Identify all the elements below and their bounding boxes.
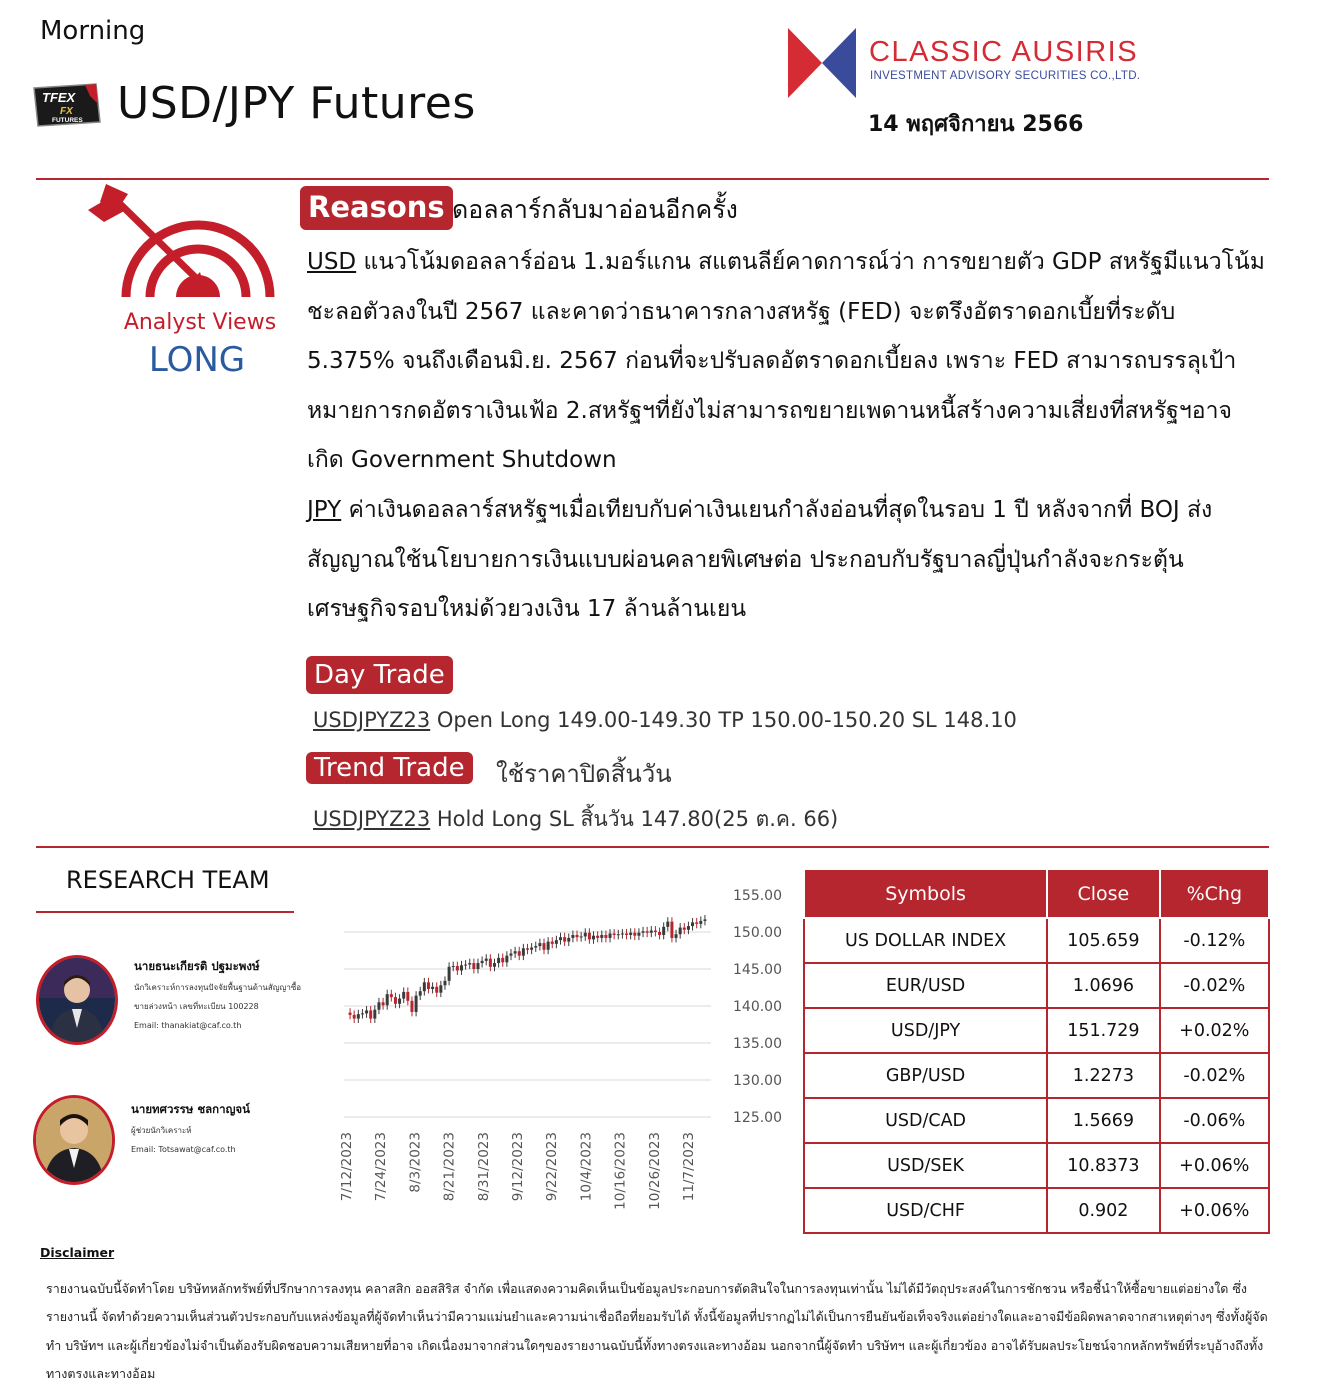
member-info bbox=[134, 978, 301, 1035]
change-cell: -0.12% bbox=[1160, 918, 1269, 963]
candle-body bbox=[435, 987, 438, 993]
disclaimer-title: Disclaimer bbox=[40, 1245, 115, 1260]
candle-body bbox=[629, 933, 632, 935]
candle-body bbox=[357, 1014, 360, 1018]
candle-body bbox=[386, 994, 389, 1005]
column-header: %Chg bbox=[1160, 869, 1269, 918]
table-row bbox=[804, 1098, 1269, 1143]
close-cell: 1.0696 bbox=[1047, 963, 1159, 1008]
candle-body bbox=[534, 946, 537, 947]
candle-body bbox=[662, 927, 665, 935]
candle-body bbox=[609, 933, 612, 937]
candle-body bbox=[365, 1010, 368, 1013]
change-cell: -0.02% bbox=[1160, 963, 1269, 1008]
trend-trade-line bbox=[313, 803, 838, 836]
divider bbox=[36, 846, 1269, 848]
candle-body bbox=[443, 981, 446, 985]
day-trade-text: Open Long 149.00-149.30 TP 150.00-150.20 SL 148.10 bbox=[430, 708, 1017, 732]
target-arrow-icon bbox=[86, 182, 280, 314]
y-tick-label: 140.00 bbox=[733, 999, 782, 1015]
candle-body bbox=[538, 943, 541, 946]
futures-logo-text: FUTURES bbox=[52, 117, 83, 124]
candle-body bbox=[382, 1002, 385, 1005]
table-row bbox=[804, 1053, 1269, 1098]
candle-body bbox=[592, 936, 595, 940]
y-tick-label: 130.00 bbox=[733, 1073, 782, 1089]
reasons-tag: Reasons bbox=[300, 186, 453, 230]
symbol-cell: GBP/USD bbox=[804, 1053, 1047, 1098]
candle-body bbox=[369, 1010, 372, 1018]
candle-body bbox=[526, 948, 529, 949]
candle-body bbox=[415, 996, 418, 1012]
candle-body bbox=[580, 936, 583, 937]
table-row bbox=[804, 1143, 1269, 1188]
candle-body bbox=[493, 963, 496, 967]
member-info bbox=[131, 1121, 236, 1159]
candle-body bbox=[543, 943, 546, 950]
member-role: นักวิเคราะห์การลงทุนปัจจัยพื้นฐานด้านสัญญาซื้อ bbox=[134, 983, 302, 992]
candle-body bbox=[505, 956, 508, 963]
candle-body bbox=[576, 935, 579, 937]
candle-body bbox=[658, 932, 661, 935]
candle-body bbox=[468, 963, 471, 964]
candle-body bbox=[427, 982, 430, 989]
candle-body bbox=[625, 933, 628, 934]
y-tick-label: 125.00 bbox=[733, 1110, 782, 1126]
symbol-cell: EUR/USD bbox=[804, 963, 1047, 1008]
candle-body bbox=[563, 937, 566, 941]
brand-name: CLASSIC AUSIRIS bbox=[869, 36, 1139, 68]
candle-body bbox=[472, 963, 475, 969]
candle-body bbox=[509, 953, 512, 955]
disclaimer-text: รายงานฉบับนี้จัดทำโดย บริษัทหลักทรัพย์ที่ปรึกษาการลงทุน คลาสสิก ออสสิริส จำกัด เพื่อแสดงความคิดเห็นเป็นข้อมูลประกอบการตัดสินใจในการลงทุนเท่านั้น ไม่ได้มีวัตถุประสงค์ในการชักชวน หรือชี้นำให้ซื้อขายแต่อย่างใด ซึ่งรายงานนี้ จัดทำด้วยความเห็นส่วนตัวประกอบกับแหล่งข้อมูลที่ผู้จัดทำเห็นว่ามีความแม่นยำและความน่าเชื่อถือที่ยอมรับได้ ทั้งนี้ข้อมูลที่ปรากฏไม่ได้เป็นการยืนยันข้อเท็จจริงแต่อย่างใดและอาจมีข้อผิดพลาดจากสาเหตุต่างๆ ซึ่งทั้งผู้จัดทำ บริษัทฯ และผู้เกี่ยวข้องไม่จำเป็นต้องรับผิดชอบความเสียหายที่อาจ เกิดเนื่องมาจากส่วนใดๆของรายงานฉบับนี้ทั้งทางตรงและทางอ้อม นอกจากนี้ผู้จัดทำ บริษัทฯ และผู้เกี่ยวข้อง อาจได้รับผลประโยชน์จากหลักทรัพย์ที่ระบุอ้างถึงทั้งทางตรงและทางอ้อม bbox=[46, 1281, 1268, 1381]
candle-body bbox=[402, 992, 405, 999]
candle-body bbox=[361, 1013, 364, 1014]
member-role: ผู้ช่วยนักวิเคราะห์ bbox=[131, 1126, 192, 1135]
x-tick-label: 10/4/2023 bbox=[578, 1132, 595, 1202]
brand-subtitle: INVESTMENT ADVISORY SECURITIES CO.,LTD. bbox=[870, 70, 1141, 82]
member-license: ขายล่วงหน้า เลขที่ทะเบียน 100228 bbox=[134, 1002, 259, 1011]
candle-body bbox=[699, 921, 702, 924]
y-tick-label: 145.00 bbox=[733, 962, 782, 978]
candle-body bbox=[373, 1010, 376, 1019]
table-row bbox=[804, 1188, 1269, 1233]
page-title: USD/JPY Futures bbox=[117, 78, 476, 129]
candle-body bbox=[460, 965, 463, 970]
close-cell: 1.2273 bbox=[1047, 1053, 1159, 1098]
candle-body bbox=[419, 991, 422, 995]
candle-body bbox=[522, 948, 525, 955]
candle-body bbox=[518, 951, 521, 955]
candle-body bbox=[485, 959, 488, 961]
x-tick-label: 10/16/2023 bbox=[612, 1132, 629, 1210]
candle-body bbox=[621, 933, 624, 934]
candle-body bbox=[456, 966, 459, 970]
candle-body bbox=[448, 967, 451, 981]
trend-trade-tag: Trend Trade bbox=[306, 752, 473, 784]
reasons-headline: ดอลลาร์กลับมาอ่อนอีกครั้ง bbox=[452, 195, 738, 224]
candle-body bbox=[584, 933, 587, 937]
candle-body bbox=[683, 928, 686, 930]
candle-body bbox=[501, 958, 504, 962]
close-cell: 1.5669 bbox=[1047, 1098, 1159, 1143]
candle-body bbox=[410, 1001, 413, 1012]
y-tick-label: 135.00 bbox=[733, 1036, 782, 1052]
candle-body bbox=[675, 934, 678, 938]
x-tick-label: 8/31/2023 bbox=[475, 1132, 492, 1202]
analyst-views-label: Analyst Views bbox=[123, 310, 277, 335]
jpy-paragraph bbox=[307, 486, 1267, 635]
candle-body bbox=[642, 931, 645, 932]
avatar bbox=[36, 955, 118, 1045]
candle-body bbox=[637, 933, 640, 936]
candle-body bbox=[464, 965, 467, 966]
jpy-label: JPY bbox=[307, 496, 342, 523]
candle-body bbox=[476, 963, 479, 969]
person-photo-icon bbox=[36, 1098, 112, 1182]
candle-body bbox=[431, 987, 434, 989]
change-cell: -0.06% bbox=[1160, 1098, 1269, 1143]
table-row bbox=[804, 963, 1269, 1008]
symbol-cell: USD/SEK bbox=[804, 1143, 1047, 1188]
change-cell: +0.02% bbox=[1160, 1008, 1269, 1053]
candle-body bbox=[514, 951, 517, 953]
candle-body bbox=[551, 942, 554, 944]
candle-body bbox=[481, 961, 484, 963]
candle-body bbox=[646, 931, 649, 932]
symbol-cell: US DOLLAR INDEX bbox=[804, 918, 1047, 963]
change-cell: +0.06% bbox=[1160, 1143, 1269, 1188]
candle-body bbox=[670, 922, 673, 938]
candle-body bbox=[555, 940, 558, 944]
x-tick-label: 7/12/2023 bbox=[339, 1132, 355, 1202]
divider bbox=[36, 911, 294, 913]
member-name: นายธนะเกียรติ ปฐมะพงษ์ bbox=[134, 959, 260, 973]
x-tick-label: 10/26/2023 bbox=[646, 1132, 663, 1210]
table-row bbox=[804, 918, 1269, 963]
person-photo-icon bbox=[39, 958, 115, 1042]
candle-body bbox=[377, 1002, 380, 1009]
candle-body bbox=[666, 922, 669, 927]
table-row bbox=[804, 1008, 1269, 1053]
candle-body bbox=[547, 942, 550, 950]
classic-ausiris-logo-mark bbox=[786, 26, 858, 100]
trend-trade-text: Hold Long SL สิ้นวัน 147.80(25 ต.ค. 66) bbox=[430, 807, 839, 831]
member-email: Email: Totsawat@caf.co.th bbox=[131, 1145, 236, 1154]
candle-body bbox=[390, 994, 393, 997]
candle-body bbox=[703, 919, 706, 920]
close-cell: 105.659 bbox=[1047, 918, 1159, 963]
analyst-stance: LONG bbox=[148, 340, 246, 380]
candle-body bbox=[687, 926, 690, 930]
avatar bbox=[33, 1095, 115, 1185]
trend-trade-headline: ใช้ราคาปิดสิ้นวัน bbox=[496, 760, 672, 788]
candle-body bbox=[394, 997, 397, 1004]
candle-body bbox=[650, 931, 653, 933]
member-email: Email: thanakiat@caf.co.th bbox=[134, 1021, 242, 1030]
day-trade-symbol: USDJPYZ23 bbox=[313, 708, 431, 732]
member-name: นายทศวรรษ ชลกาญจน์ bbox=[131, 1102, 251, 1116]
report-date: 14 พฤศจิกายน 2566 bbox=[868, 112, 1084, 137]
quotes-table bbox=[803, 868, 1270, 1234]
candle-body bbox=[452, 966, 455, 967]
candle-body bbox=[423, 982, 426, 991]
column-header: Symbols bbox=[804, 869, 1047, 918]
candle-body bbox=[588, 933, 591, 940]
candle-body bbox=[571, 935, 574, 938]
research-team-title: RESEARCH TEAM bbox=[66, 866, 270, 894]
usdjpy-candlestick-chart bbox=[336, 880, 796, 1220]
x-tick-label: 9/22/2023 bbox=[544, 1132, 561, 1202]
y-tick-label: 150.00 bbox=[733, 925, 782, 941]
fx-logo-text: FX bbox=[60, 106, 73, 117]
table-header-row bbox=[804, 869, 1269, 918]
candle-body bbox=[600, 935, 603, 938]
close-cell: 0.902 bbox=[1047, 1188, 1159, 1233]
symbol-cell: USD/CHF bbox=[804, 1188, 1047, 1233]
usd-label: USD bbox=[307, 249, 357, 275]
candle-body bbox=[695, 922, 698, 923]
candle-body bbox=[439, 985, 442, 992]
day-trade-line bbox=[313, 708, 1017, 732]
candle-body bbox=[349, 1013, 352, 1015]
candle-body bbox=[398, 999, 401, 1004]
tfex-logo-text: TFEX bbox=[42, 90, 76, 105]
candle-body bbox=[489, 959, 492, 967]
candle-body bbox=[596, 936, 599, 938]
candle-body bbox=[633, 933, 636, 936]
candle-body bbox=[613, 933, 616, 934]
trend-trade-symbol: USDJPYZ23 bbox=[313, 807, 431, 831]
candle-body bbox=[497, 958, 500, 963]
divider bbox=[36, 178, 1269, 180]
close-cell: 10.8373 bbox=[1047, 1143, 1159, 1188]
candle-body bbox=[406, 992, 409, 1001]
symbol-cell: USD/JPY bbox=[804, 1008, 1047, 1053]
x-tick-label: 7/24/2023 bbox=[373, 1132, 390, 1202]
usd-paragraph bbox=[307, 238, 1267, 486]
candle-body bbox=[654, 931, 657, 932]
symbol-cell: USD/CAD bbox=[804, 1098, 1047, 1143]
candle-body bbox=[679, 928, 682, 935]
candle-body bbox=[691, 922, 694, 926]
x-tick-label: 8/21/2023 bbox=[441, 1132, 458, 1202]
candle-body bbox=[353, 1015, 356, 1019]
close-cell: 151.729 bbox=[1047, 1008, 1159, 1053]
y-tick-label: 155.00 bbox=[733, 888, 782, 904]
tfex-fx-futures-logo bbox=[30, 82, 102, 128]
x-tick-label: 8/3/2023 bbox=[407, 1132, 424, 1193]
column-header: Close bbox=[1047, 869, 1159, 918]
reasons-body bbox=[307, 238, 1267, 635]
usd-text: แนวโน้มดอลลาร์อ่อน 1.มอร์แกน สแตนลีย์คาดการณ์ว่า การขยายตัว GDP สหรัฐมีแนวโน้มชะลอตัวลงในปี 2567 และคาดว่าธนาคารกลางสหรัฐ (FED) จะตรึงอัตราดอกเบี้ยที่ระดับ 5.375% จนถึงเดือนมิ.ย. 2567 ก่อนที่จะปรับลดอัตราดอกเบี้ยลง เพราะ FED สามารถบรรลุเป้าหมายการกดอัตราเงินเฟ้อ 2.สหรัฐฯที่ยังไม่สามารถขยายเพดานหนี้สร้างความเสี่ยงที่สหรัฐฯอาจเกิด Government Shutdown bbox=[307, 249, 1265, 474]
candle-body bbox=[530, 948, 533, 950]
jpy-text: ค่าเงินดอลลาร์สหรัฐฯเมื่อเทียบกับค่าเงินเยนกำลังอ่อนที่สุดในรอบ 1 ปี หลังจากที่ BOJ ส่งสัญญาณใช้นโยบายการเงินแบบผ่อนคลายพิเศษต่อ ประกอบกับรัฐบาลญี่ปุ่นกำลังจะกระตุ้นเศรษฐกิจรอบใหม่ด้วยวงเงิน 17 ล้านล้านเยน bbox=[307, 496, 1213, 623]
change-cell: -0.02% bbox=[1160, 1053, 1269, 1098]
day-trade-tag: Day Trade bbox=[306, 656, 453, 694]
candle-body bbox=[567, 938, 570, 942]
change-cell: +0.06% bbox=[1160, 1188, 1269, 1233]
x-tick-label: 9/12/2023 bbox=[510, 1132, 526, 1202]
candle-body bbox=[617, 934, 620, 935]
candle-body bbox=[559, 937, 562, 940]
candle-body bbox=[604, 935, 607, 938]
edition-label: Morning bbox=[40, 16, 146, 46]
x-tick-label: 11/7/2023 bbox=[681, 1132, 697, 1202]
